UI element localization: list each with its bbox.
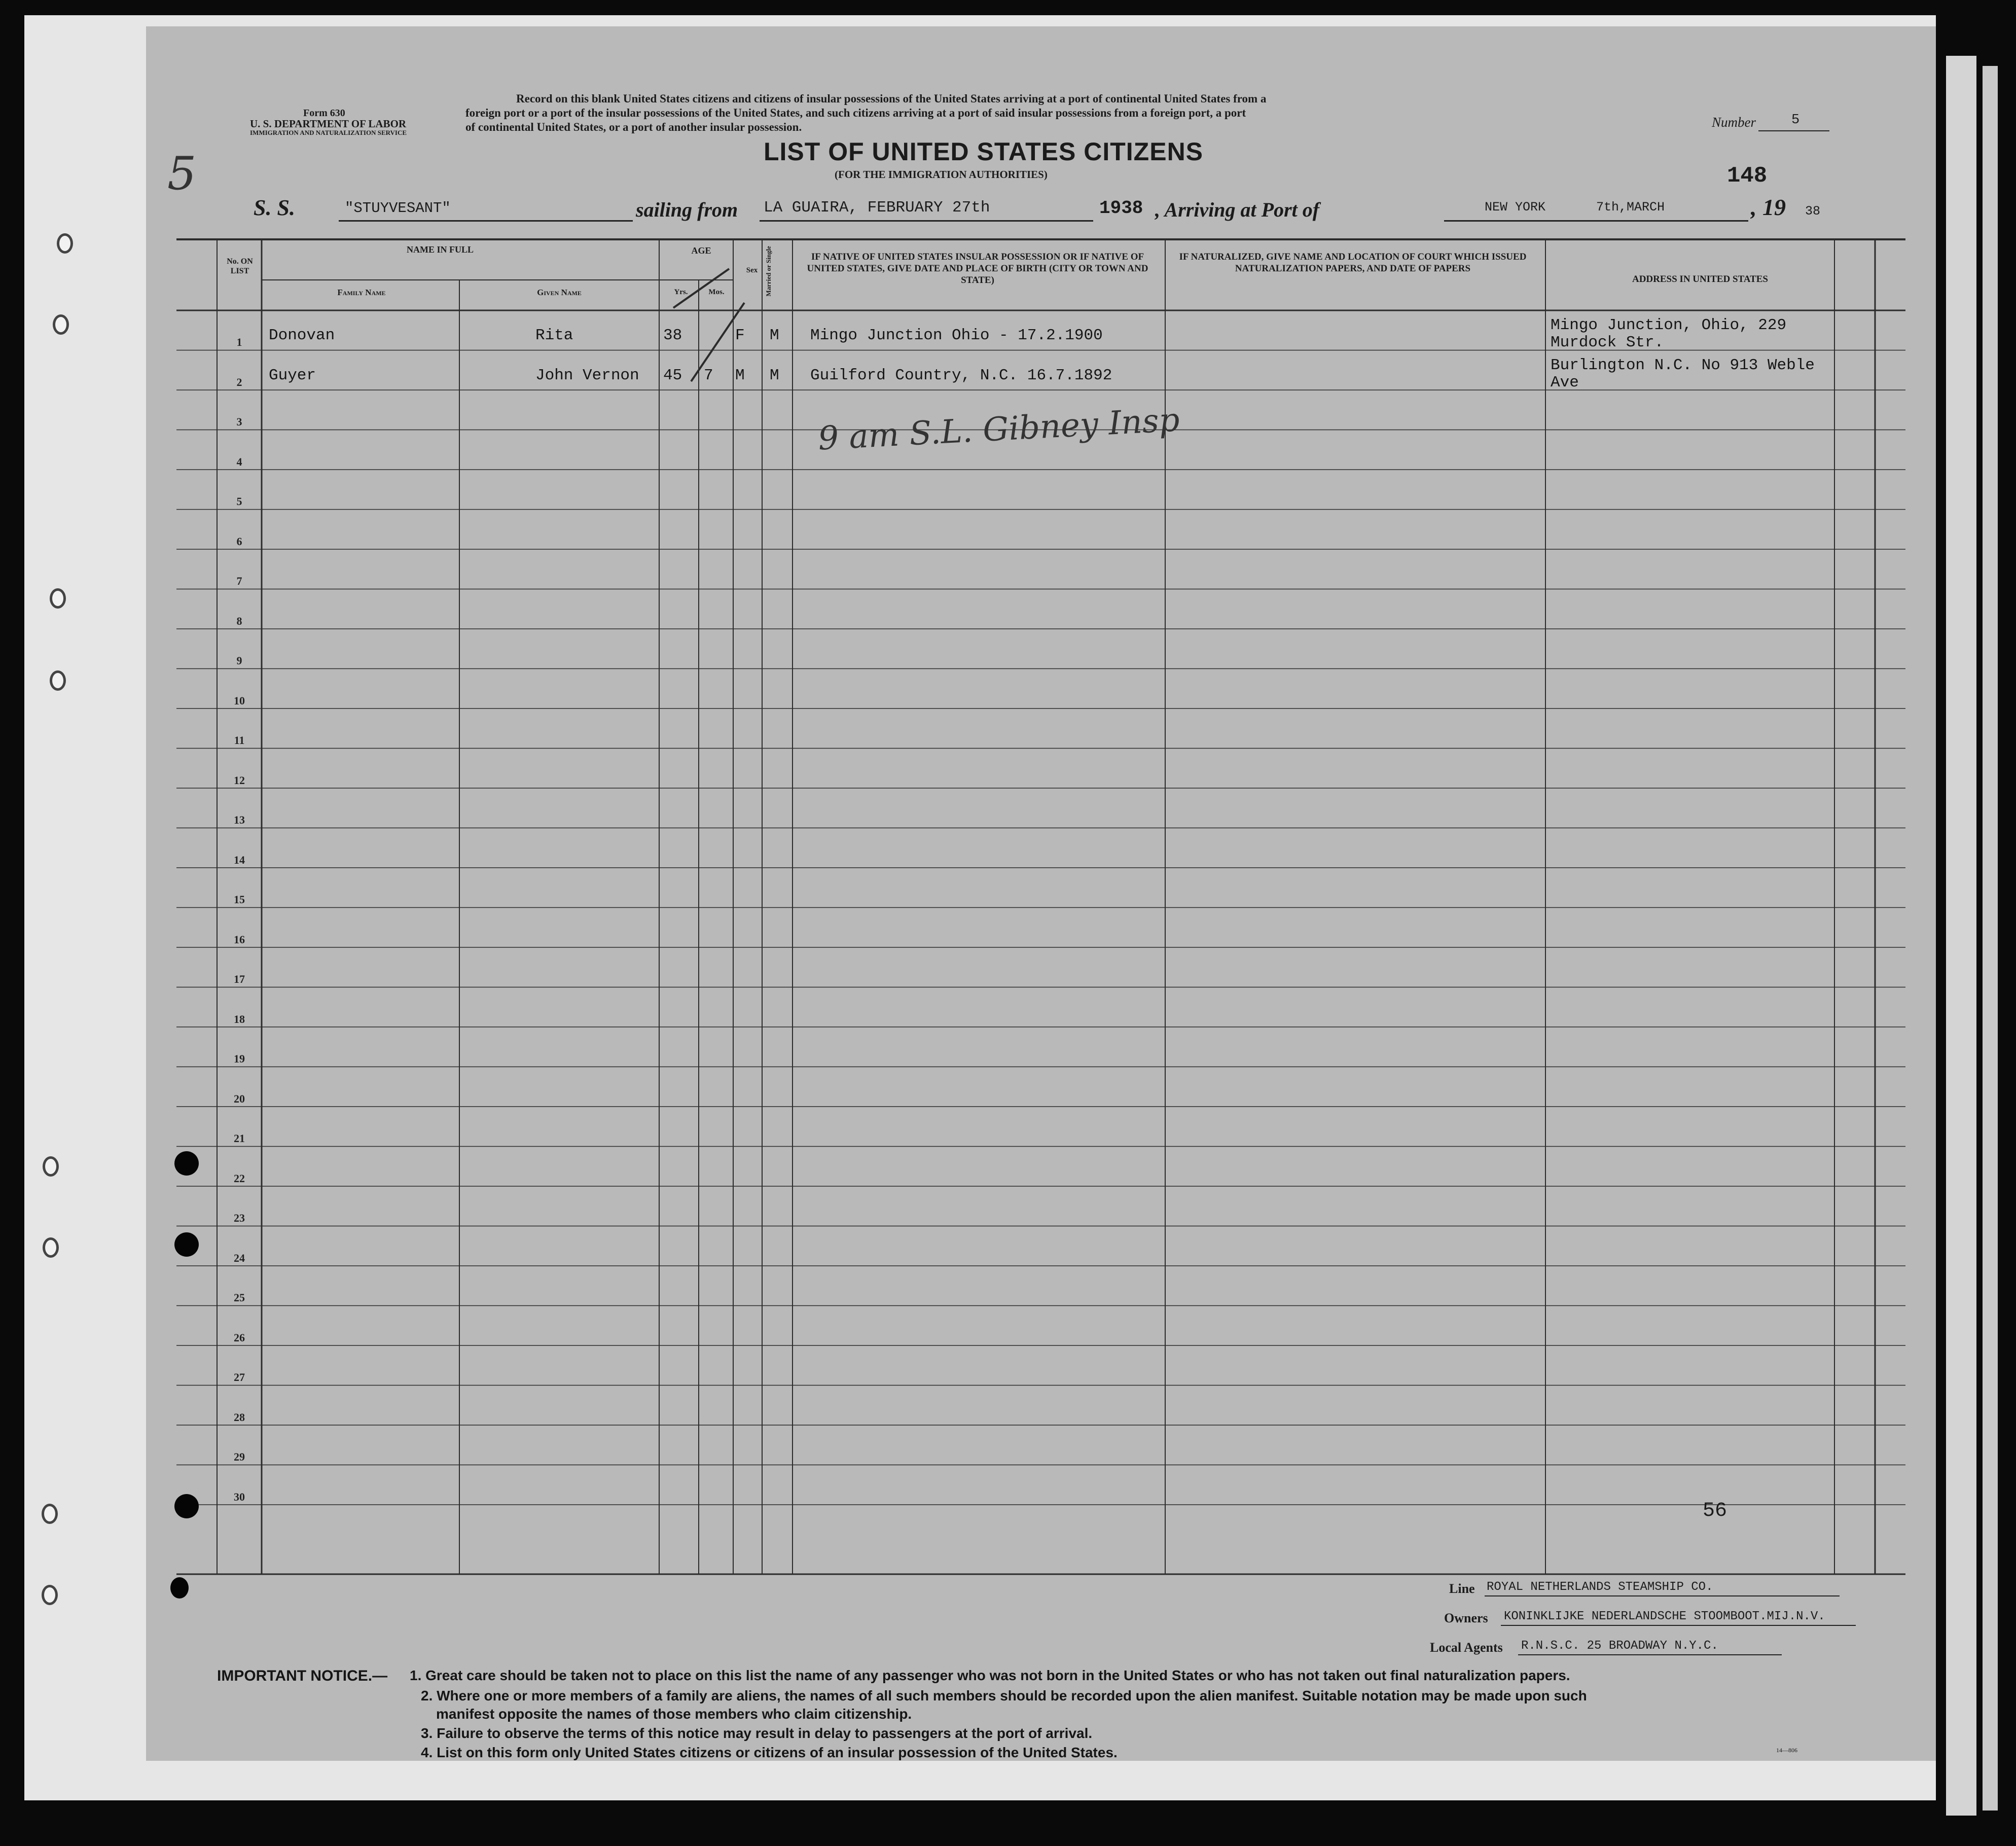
punch-dot bbox=[174, 1494, 199, 1518]
binder-hole bbox=[53, 314, 69, 335]
family-name-cell: Donovan bbox=[269, 327, 335, 344]
age-months-cell: 7 bbox=[704, 366, 713, 384]
col-header-name: NAME IN FULL bbox=[406, 244, 474, 255]
service-label: IMMIGRATION AND NATURALIZATION SERVICE bbox=[250, 129, 407, 136]
col-header-mos: Mos. bbox=[708, 288, 725, 296]
row-number: 13 bbox=[234, 813, 245, 826]
binder-hole bbox=[50, 670, 66, 691]
form-sheet bbox=[146, 26, 1936, 1761]
page-number-bottom: 56 bbox=[1703, 1500, 1727, 1522]
row-number: 1 bbox=[236, 336, 242, 348]
col-header-marital: Married or Single bbox=[765, 246, 773, 297]
binder-hole bbox=[43, 1237, 59, 1258]
row-number: 22 bbox=[234, 1172, 245, 1185]
binder-hole bbox=[50, 588, 66, 609]
row-number: 9 bbox=[236, 654, 242, 667]
department-label: U. S. DEPARTMENT OF LABOR bbox=[250, 118, 407, 130]
owners-underline bbox=[1501, 1625, 1856, 1626]
agents-label: Local Agents bbox=[1430, 1640, 1503, 1655]
binder-hole bbox=[42, 1585, 58, 1605]
agents-underline bbox=[1518, 1654, 1782, 1655]
sailing-label: sailing from bbox=[636, 198, 738, 221]
page-stamp: 148 bbox=[1727, 163, 1768, 189]
birthplace-cell: Guilford Country, N.C. 16.7.1892 bbox=[810, 366, 1112, 384]
col-header-address: ADDRESS IN UNITED STATES bbox=[1632, 274, 1768, 285]
instruction-line: foreign port or a port of the insular possessions of the United States, and such citizens arriving at a port of said insular possessions from a foreign port, a port bbox=[465, 106, 1246, 119]
row-number: 25 bbox=[234, 1291, 245, 1304]
notice-item: 2. Where one or more members of a family are aliens, the names of all such members should be recorded upon the alien manifest. Suitable notation may be made upon such bbox=[421, 1688, 1587, 1703]
row-number: 11 bbox=[234, 734, 245, 747]
line-underline bbox=[1485, 1595, 1840, 1596]
ss-label: S. S. bbox=[254, 195, 295, 220]
row-number: 20 bbox=[234, 1092, 245, 1105]
marital-cell: M bbox=[770, 327, 779, 344]
print-code: 14—806 bbox=[1776, 1747, 1797, 1754]
row-number: 28 bbox=[234, 1410, 245, 1424]
arrival-port: NEW YORK bbox=[1485, 200, 1546, 215]
owners-value: KONINKLIJKE NEDERLANDSCHE STOOMBOOT.MIJ.N.V. bbox=[1504, 1610, 1825, 1623]
row-number: 18 bbox=[234, 1012, 245, 1025]
col-header-family: Family Name bbox=[337, 288, 386, 297]
notice-item: 1. Great care should be taken not to place on this list the name of any passenger who was not born in the United States or who has not taken out final naturalization papers. bbox=[410, 1667, 1570, 1683]
instruction-line: Record on this blank United States citizens and citizens of insular possessions of the United States arriving at a port of continental United States from a bbox=[516, 92, 1267, 105]
notice-item: 4. List on this form only United States citizens or citizens of an insular possession of the United States. bbox=[421, 1745, 1118, 1760]
row-number: 26 bbox=[234, 1331, 245, 1344]
col-header-age: AGE bbox=[691, 245, 711, 256]
sex-cell: F bbox=[735, 327, 745, 344]
page-edge bbox=[1946, 56, 1976, 1816]
row-number: 14 bbox=[234, 853, 245, 866]
row-number: 23 bbox=[234, 1212, 245, 1224]
ship-name: "STUYVESANT" bbox=[345, 200, 451, 217]
form-number: Form 630 bbox=[303, 108, 345, 119]
owners-label: Owners bbox=[1444, 1611, 1488, 1625]
notice-item: 3. Failure to observe the terms of this notice may result in delay to passengers at the port of arrival. bbox=[421, 1725, 1093, 1741]
arrival-year-prefix: , 19 bbox=[1751, 194, 1786, 220]
given-name-cell: John Vernon bbox=[535, 366, 639, 384]
address-cell: Murdock Str. bbox=[1551, 334, 1664, 351]
col-header-birthplace: IF NATIVE OF UNITED STATES INSULAR POSSESSION OR IF NATIVE OF UNITED STATES, GIVE DATE AND PLACE OF BIRTH (CITY OR TOWN AND STATE) bbox=[807, 252, 1148, 286]
col-header-naturalized: IF NATURALIZED, GIVE NAME AND LOCATION OF COURT WHICH ISSUED NATURALIZATION PAPERS, AND DATE OF PAPERS bbox=[1179, 252, 1527, 274]
instruction-line: of continental United States, or a port of another insular possession. bbox=[465, 121, 802, 133]
col-header-sex: Sex bbox=[746, 266, 758, 274]
binder-hole bbox=[57, 233, 73, 254]
family-name-cell: Guyer bbox=[269, 366, 316, 384]
row-number: 15 bbox=[234, 893, 245, 906]
birthplace-cell: Mingo Junction Ohio - 17.2.1900 bbox=[810, 327, 1103, 344]
arriving-label: , Arriving at Port of bbox=[1155, 198, 1320, 221]
punch-dot bbox=[170, 1577, 189, 1599]
row-number: 8 bbox=[236, 614, 242, 627]
address-cell: Ave bbox=[1551, 373, 1579, 392]
notice-item: manifest opposite the names of those members who claim citizenship. bbox=[436, 1706, 912, 1722]
row-number: 24 bbox=[234, 1251, 245, 1264]
punch-dot bbox=[174, 1151, 199, 1176]
age-years-cell: 45 bbox=[663, 366, 682, 384]
row-number: 4 bbox=[236, 455, 242, 468]
binder-hole bbox=[42, 1504, 58, 1524]
notice-heading: IMPORTANT NOTICE.— bbox=[217, 1667, 388, 1684]
page-title: LIST OF UNITED STATES CITIZENS bbox=[764, 137, 1204, 166]
document-page bbox=[24, 15, 1936, 1800]
inspector-note: 9 am S.L. Gibney Insp bbox=[817, 401, 1181, 458]
page-subtitle: (FOR THE IMMIGRATION AUTHORITIES) bbox=[835, 168, 1048, 181]
col-header-yrs: Yrs. bbox=[674, 288, 688, 296]
address-cell: Mingo Junction, Ohio, 229 bbox=[1551, 316, 1787, 334]
sailing-from: LA GUAIRA, FEBRUARY 27th bbox=[764, 199, 990, 217]
row-number: 17 bbox=[234, 973, 245, 985]
marital-cell: M bbox=[770, 366, 779, 384]
line-value: ROYAL NETHERLANDS STEAMSHIP CO. bbox=[1487, 1580, 1713, 1594]
arrival-date: 7th,MARCH bbox=[1596, 200, 1665, 215]
row-number: 12 bbox=[234, 773, 245, 787]
number-value: 5 bbox=[1791, 113, 1800, 128]
page-edge bbox=[1983, 66, 1998, 1810]
arrival-year-suffix: 38 bbox=[1805, 204, 1821, 219]
age-years-cell: 38 bbox=[663, 327, 682, 344]
col-header-no: No. ON LIST bbox=[227, 257, 253, 276]
agents-value: R.N.S.C. 25 BROADWAY N.Y.C. bbox=[1521, 1639, 1718, 1653]
given-name-cell: Rita bbox=[535, 327, 573, 344]
row-number: 2 bbox=[236, 375, 242, 388]
row-number: 5 bbox=[236, 495, 242, 508]
row-number: 27 bbox=[234, 1371, 245, 1383]
row-number: 30 bbox=[234, 1490, 245, 1503]
row-number: 6 bbox=[236, 535, 242, 548]
col-header-given: Given Name bbox=[537, 288, 582, 297]
row-number: 16 bbox=[234, 933, 245, 946]
row-number: 19 bbox=[234, 1052, 245, 1065]
number-label: Number bbox=[1712, 115, 1756, 130]
row-number: 21 bbox=[234, 1132, 245, 1145]
sailing-year: 1938 bbox=[1099, 198, 1143, 219]
row-number: 29 bbox=[234, 1450, 245, 1463]
binder-hole bbox=[43, 1156, 59, 1177]
line-label: Line bbox=[1449, 1581, 1475, 1596]
row-number: 10 bbox=[234, 694, 245, 707]
address-cell: Burlington N.C. No 913 Weble bbox=[1551, 356, 1815, 374]
manifest-grid bbox=[146, 26, 1936, 1396]
punch-dot bbox=[174, 1232, 199, 1257]
row-number: 7 bbox=[236, 575, 242, 587]
sex-cell: M bbox=[735, 366, 745, 384]
margin-mark: 5 bbox=[167, 147, 197, 200]
row-number: 3 bbox=[236, 415, 242, 428]
